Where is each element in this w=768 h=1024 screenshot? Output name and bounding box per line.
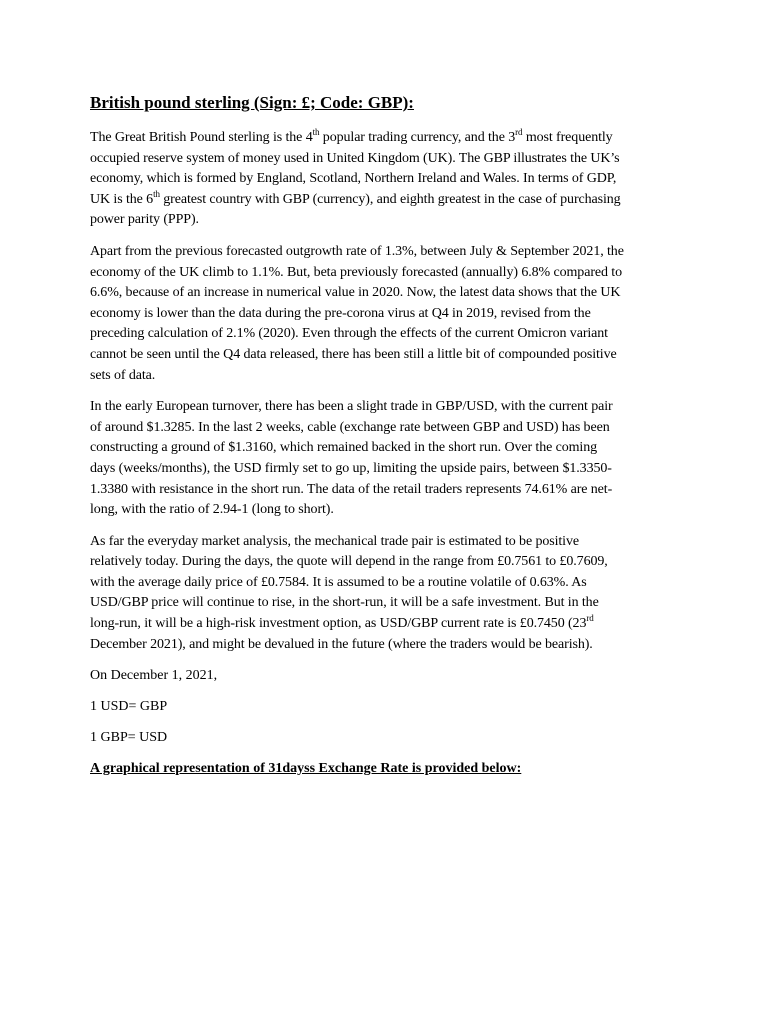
text-run: long-run, it will be a high-risk investment option, as USD/GBP current rate is £0.7450 (23	[90, 616, 587, 632]
paragraph-line: USD/GBP price will continue to rise, in the short-run, it will be a safe investment. But in the	[90, 595, 599, 611]
paragraph-line: sets of data.	[90, 367, 156, 383]
gbp-conversion-line: 1 GBP= USD	[90, 730, 168, 746]
paragraph-line: cannot be seen until the Q4 data released, there has been still a little bit of compounded positive	[90, 346, 617, 362]
paragraph-line: economy, which is formed by England, Scotland, Northern Ireland and Wales. In terms of GDP,	[90, 171, 617, 187]
paragraph-line	[90, 128, 676, 149]
paragraph-line: 6.6%, because of an increase in numerical value in 2020. Now, the latest data shows that the UK	[90, 285, 621, 301]
paragraph-line: As far the everyday market analysis, the mechanical trade pair is estimated to be positive	[90, 533, 579, 549]
paragraph-line: days (weeks/months), the USD firmly set to go up, limiting the upside pairs, between $1.3350-	[90, 460, 612, 476]
text-run: UK is the 6	[90, 191, 154, 207]
paragraph-line: with the average daily price of £0.7584. It is assumed to be a routine volatile of 0.63%. As	[90, 574, 587, 590]
superscript: th	[312, 127, 320, 137]
paragraph-line: occupied reserve system of money used in United Kingdom (UK). The GBP illustrates the UK’s	[90, 150, 620, 166]
paragraph-line: of around $1.3285. In the last 2 weeks, cable (exchange rate between GBP and USD) has been	[90, 419, 610, 435]
text-run: most frequently	[522, 130, 613, 145]
paragraph-line: power parity (PPP).	[90, 212, 199, 228]
paragraph-line: Apart from the previous forecasted outgrowth rate of 1.3%, between July & September 2021, the	[90, 243, 624, 259]
paragraph-line: constructing a ground of $1.3160, which remained backed in the short run. Over the coming	[90, 440, 598, 456]
paragraph-line: 1.3380 with resistance in the short run. The data of the retail traders represents 74.61% are net-	[90, 481, 613, 497]
paragraph-line: long, with the ratio of 2.94-1 (long to short).	[90, 502, 334, 518]
usd-conversion-line: 1 USD= GBP	[90, 699, 168, 715]
paragraph-market-analysis	[90, 532, 676, 656]
paragraph-line: economy of the UK climb to 1.1%. But, beta previously forecasted (annually) 6.8% compared to	[90, 264, 622, 280]
date-line: On December 1, 2021,	[90, 668, 218, 684]
superscript: th	[153, 188, 160, 199]
section-heading: British pound sterling (Sign: £; Code: GBP):	[90, 93, 414, 112]
paragraph-line: In the early European turnover, there has been a slight trade in GBP/USD, with the current pair	[90, 399, 613, 415]
paragraph-line: preceding calculation of 2.1% (2020). Even through the effects of the current Omicron variant	[90, 326, 608, 342]
superscript: rd	[515, 127, 523, 137]
paragraph-economy	[90, 242, 676, 386]
paragraph-intro	[90, 128, 676, 231]
paragraph-trading	[90, 397, 676, 521]
text-run: greatest country with GBP (currency), and eighth greatest in the case of purchasing	[159, 191, 621, 207]
paragraph-line	[90, 614, 676, 635]
text-run: popular trading currency, and the 3	[319, 130, 516, 145]
document-page	[90, 92, 676, 779]
text-run: The Great British Pound sterling is the 4	[90, 130, 313, 145]
paragraph-line	[90, 190, 676, 211]
chart-caption: A graphical representation of 31dayss Exchange Rate is provided below:	[90, 761, 522, 777]
paragraph-line: economy is lower than the data during the pre-corona virus at Q4 in 2019, revised from the	[90, 305, 591, 321]
superscript: rd	[586, 613, 594, 624]
paragraph-line: December 2021), and might be devalued in the future (where the traders would be bearish).	[90, 636, 593, 652]
paragraph-line: relatively today. During the days, the quote will depend in the range from £0.7561 to £0.7609,	[90, 554, 608, 570]
